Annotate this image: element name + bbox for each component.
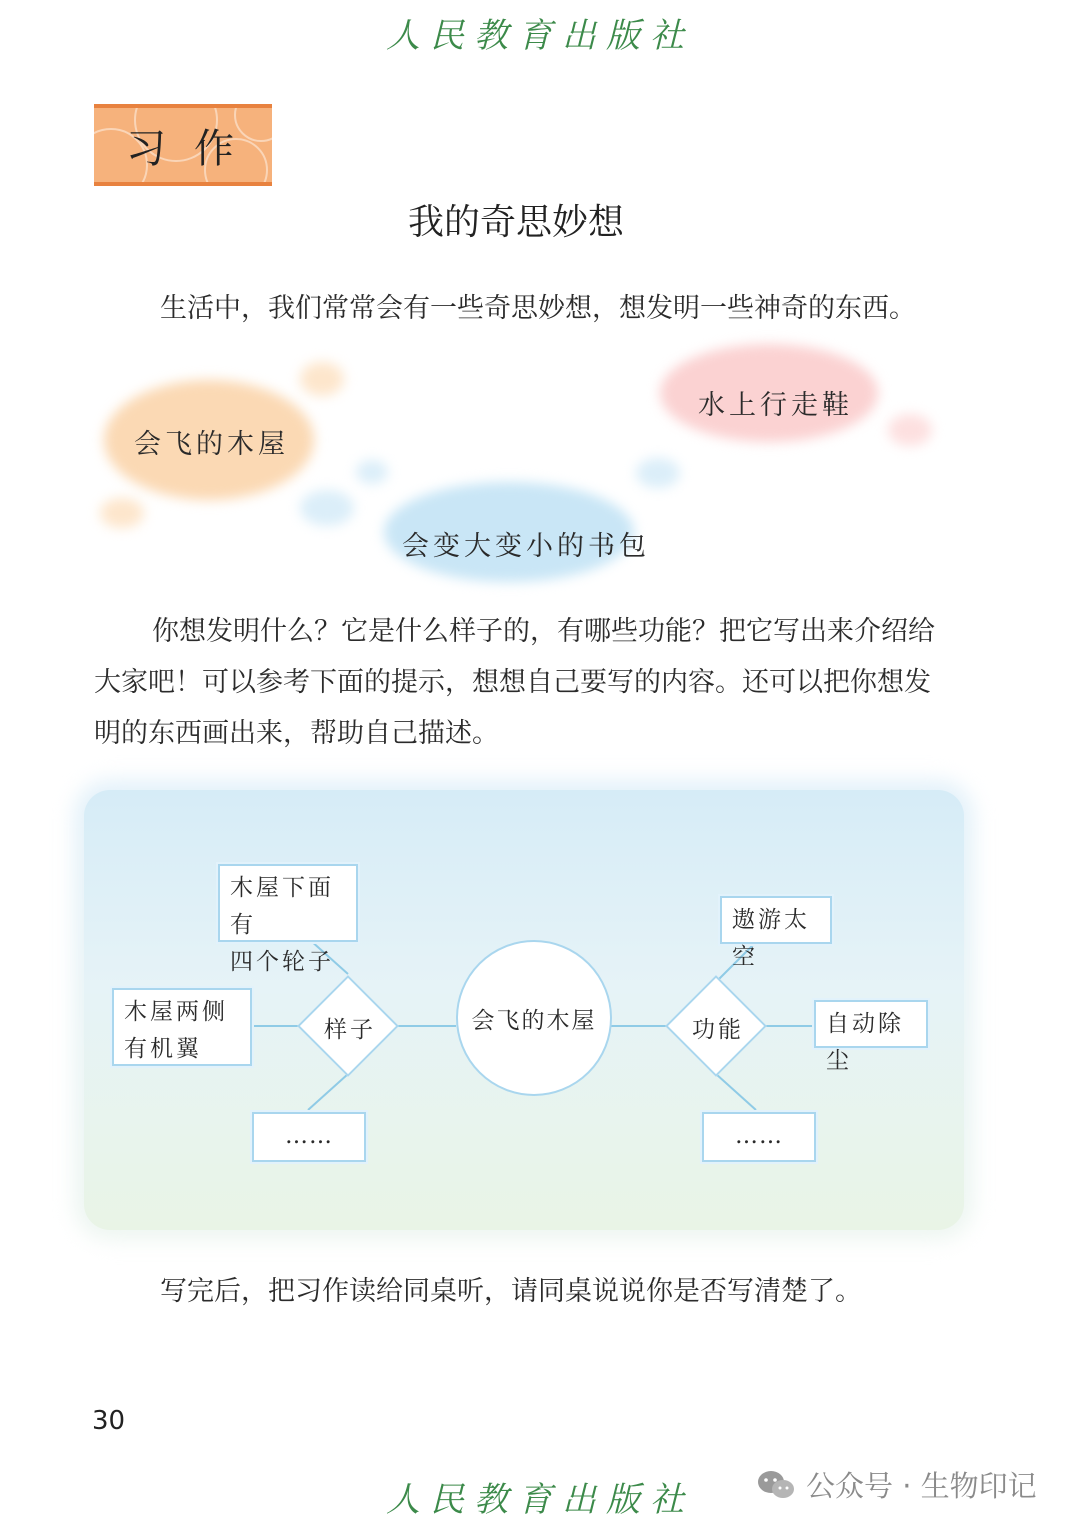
left-item-wings	[112, 988, 252, 1066]
left-item-wheels-line1: 木屋下面有	[230, 875, 334, 938]
right-item-more: ……	[702, 1112, 816, 1162]
section-badge-label: 习作	[126, 125, 262, 172]
left-item-more: ……	[252, 1112, 366, 1162]
closing-paragraph: 写完后，把习作读给同桌听，请同桌说说你是否写清楚了。	[160, 1276, 862, 1307]
idea-water-shoes: 水上行走鞋	[698, 390, 853, 421]
right-item-dust: 自动除尘	[814, 1000, 928, 1048]
mindmap-center: 会飞的木屋	[456, 940, 612, 1096]
left-item-wheels	[218, 864, 358, 975]
publisher-logo-bottom: 人民教育出版社	[386, 1480, 694, 1520]
watermark	[756, 1464, 1037, 1505]
left-item-wings-line1: 木屋两侧	[124, 999, 228, 1025]
page-title: 我的奇思妙想	[407, 202, 624, 243]
left-branch-label: 样子	[324, 1017, 376, 1043]
watermark-text: 公众号 · 生物印记	[806, 1469, 1037, 1503]
connector-left-bottom	[308, 1074, 348, 1110]
instruction-paragraph: 你想发明什么？它是什么样子的，有哪些功能？把它写出来介绍给大家吧！可以参考下面的提示，想想自己要写的内容。还可以把你想发明的东西画出来，帮助自己描述。	[94, 616, 935, 749]
wechat-icon	[756, 1469, 796, 1501]
publisher-logo-top: 人民教育出版社	[386, 16, 694, 56]
connector-right-bottom	[716, 1074, 756, 1110]
idea-resizing-bag: 会变大变小的书包	[402, 531, 650, 562]
left-item-wings-line2: 有机翼	[124, 1036, 202, 1062]
right-item-space: 遨游太空	[720, 896, 832, 944]
idea-flying-house: 会飞的木屋	[134, 429, 289, 460]
page-number: 30	[92, 1406, 126, 1436]
intro-paragraph: 生活中，我们常常会有一些奇思妙想，想发明一些神奇的东西。	[160, 293, 916, 324]
left-item-wheels-line2: 四个轮子	[230, 949, 334, 975]
right-branch-label: 功能	[692, 1017, 744, 1043]
